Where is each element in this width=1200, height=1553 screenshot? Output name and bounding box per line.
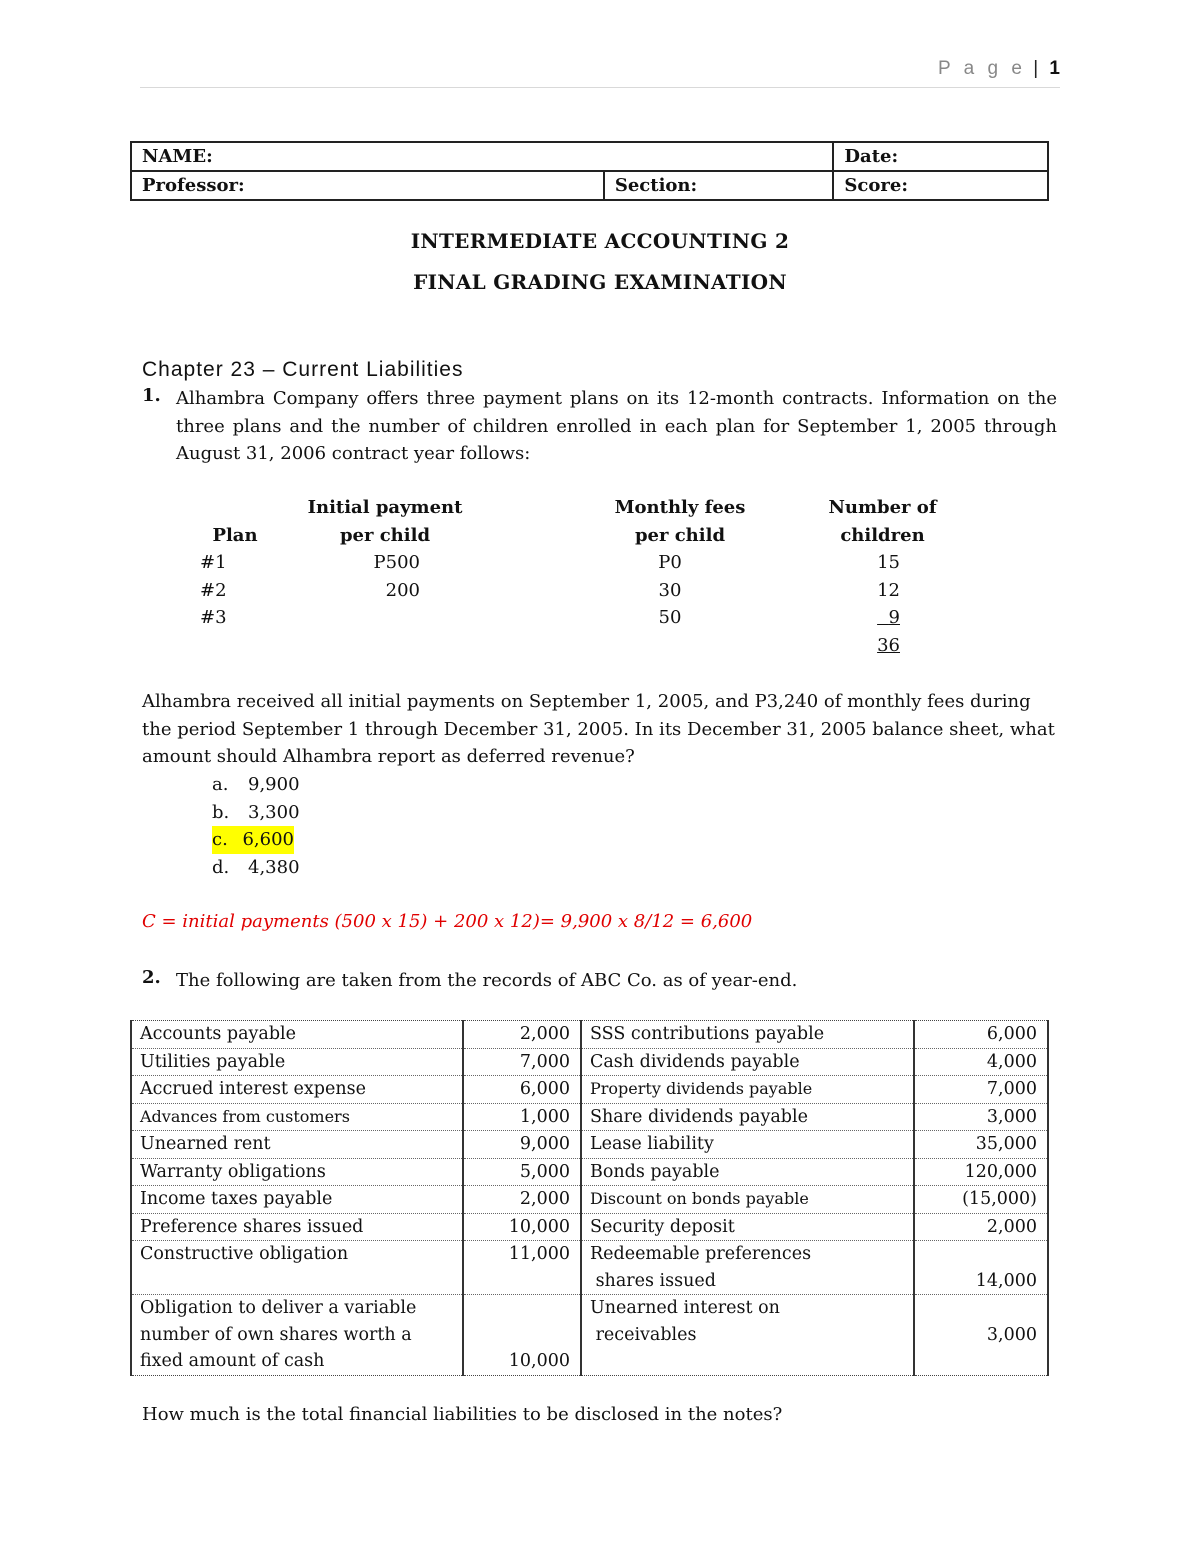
question-1-number: 1.: [142, 385, 161, 406]
liability-label: Preference shares issued: [131, 1213, 463, 1241]
liability-amount: 120,000: [914, 1158, 1048, 1186]
name-field[interactable]: NAME:: [131, 142, 833, 171]
plan-cell: #2: [200, 579, 227, 601]
choice-c-highlighted[interactable]: c. 6,600: [212, 826, 294, 854]
liability-label: Utilities payable: [131, 1048, 463, 1076]
question-1-prompt: Alhambra received all initial payments on September 1, 2005, and P3,240 of monthly fees during the period September 1 through December 31, 2005. In its December 31, 2005 balance sheet, what amount should Alhambra report as deferred revenue?: [142, 691, 1055, 767]
liability-amount: 11,000: [463, 1241, 581, 1295]
children-header-1: Number of: [828, 497, 937, 518]
liability-label: Accrued interest expense: [131, 1076, 463, 1104]
liability-amount: 5,000: [463, 1158, 581, 1186]
table-row: [131, 1076, 1048, 1104]
children-column: [800, 494, 965, 549]
monthly-cell: 50: [658, 607, 682, 628]
liability-label: Income taxes payable: [131, 1186, 463, 1214]
monthly-header-1: Monthly fees: [614, 497, 746, 518]
table-row: [131, 1103, 1048, 1131]
choice-d[interactable]: d. 4,380: [212, 856, 300, 878]
liability-label: Unearned interest on receivables: [581, 1295, 914, 1376]
initial-payment-column: [290, 494, 480, 549]
initial-cell: 200: [385, 579, 420, 601]
initial-values: [340, 549, 420, 604]
children-header-2: children: [840, 524, 925, 546]
liability-label: Unearned rent: [131, 1131, 463, 1159]
page-header: [140, 58, 1060, 88]
page-number: 1: [1049, 58, 1060, 79]
professor-field[interactable]: Professor:: [131, 171, 604, 200]
liability-label: Property dividends payable: [581, 1076, 914, 1104]
plan-header: Plan: [212, 524, 258, 546]
liability-amount: 10,000: [463, 1295, 581, 1376]
liability-amount: 2,000: [914, 1213, 1048, 1241]
liability-label: Security deposit: [581, 1213, 914, 1241]
liability-amount: 2,000: [463, 1021, 581, 1049]
monthly-header-2: per child: [634, 524, 726, 546]
page-word: P a g e: [938, 58, 1026, 79]
liability-label: Constructive obligation: [131, 1241, 463, 1295]
liability-label: Accounts payable: [131, 1021, 463, 1049]
section-field[interactable]: Section:: [604, 171, 834, 200]
exam-title: FINAL GRADING EXAMINATION: [413, 270, 787, 294]
children-cell: 15: [877, 552, 900, 573]
liability-label: Obligation to deliver a variable number of own shares worth a fixed amount of cash: [131, 1295, 463, 1376]
liability-amount: 14,000: [914, 1241, 1048, 1295]
choice-b[interactable]: b. 3,300: [212, 801, 300, 823]
liability-amount: (15,000): [914, 1186, 1048, 1214]
liability-amount: 6,000: [463, 1076, 581, 1104]
answer-choices: [212, 771, 332, 881]
date-field[interactable]: Date:: [833, 142, 1048, 171]
answer-explanation: C = initial payments (500 x 15) + 200 x 12)= 9,900 x 8/12 = 6,600: [142, 911, 753, 932]
children-cell: 9: [888, 607, 900, 628]
children-total: 36: [877, 634, 900, 656]
liability-amount: 3,000: [914, 1295, 1048, 1376]
children-values: [860, 549, 900, 659]
plan-cell: #1: [200, 552, 227, 573]
liability-label: Share dividends payable: [581, 1103, 914, 1131]
liability-amount: 6,000: [914, 1021, 1048, 1049]
plan-values: [200, 549, 240, 632]
plan-column: [180, 494, 290, 549]
liability-label: Warranty obligations: [131, 1158, 463, 1186]
liability-amount: 3,000: [914, 1103, 1048, 1131]
choice-a[interactable]: a. 9,900: [212, 774, 300, 795]
question-2-prompt: How much is the total financial liabilities to be disclosed in the notes?: [142, 1404, 783, 1425]
liability-label: Bonds payable: [581, 1158, 914, 1186]
table-row: [131, 1186, 1048, 1214]
liability-label: Advances from customers: [131, 1103, 463, 1131]
table-row: [131, 1213, 1048, 1241]
liability-amount: 1,000: [463, 1103, 581, 1131]
question-2-text: The following are taken from the records of ABC Co. as of year-end.: [176, 970, 798, 991]
table-row: [131, 1048, 1048, 1076]
liability-label: Redeemable preferences shares issued: [581, 1241, 914, 1295]
student-info-table: [130, 141, 1049, 201]
page-separator: |: [1033, 58, 1039, 79]
chapter-heading: Chapter 23 – Current Liabilities: [142, 358, 464, 381]
score-field[interactable]: Score:: [833, 171, 1048, 200]
course-title: INTERMEDIATE ACCOUNTING 2: [410, 229, 790, 253]
liability-label: SSS contributions payable: [581, 1021, 914, 1049]
liabilities-table: [130, 1020, 1049, 1376]
table-row: [131, 1131, 1048, 1159]
table-row: [131, 1021, 1048, 1049]
liability-amount: 7,000: [463, 1048, 581, 1076]
monthly-values: [640, 549, 700, 632]
liability-amount: 4,000: [914, 1048, 1048, 1076]
question-2-number: 2.: [142, 967, 161, 988]
liability-amount: 10,000: [463, 1213, 581, 1241]
liability-label: Lease liability: [581, 1131, 914, 1159]
liability-amount: 2,000: [463, 1186, 581, 1214]
plan-cell: #3: [200, 607, 227, 628]
liability-amount: 9,000: [463, 1131, 581, 1159]
liability-amount: 7,000: [914, 1076, 1048, 1104]
table-row: [131, 1158, 1048, 1186]
liability-amount: 35,000: [914, 1131, 1048, 1159]
monthly-fees-column: [590, 494, 770, 549]
liability-label: Cash dividends payable: [581, 1048, 914, 1076]
liability-label: Discount on bonds payable: [581, 1186, 914, 1214]
children-cell: 12: [877, 579, 900, 601]
question-1-text: Alhambra Company offers three payment plans on its 12-month contracts. Information on the three plans and the number of children enrolled in each plan for September 1, 2005 through August 31, 2006 contract year follows:: [176, 388, 1057, 464]
initial-cell: P500: [373, 552, 420, 573]
monthly-cell: P0: [658, 552, 682, 573]
initial-header-2: per child: [339, 524, 431, 546]
table-row: [131, 1241, 1048, 1295]
initial-header-1: Initial payment: [307, 497, 463, 518]
table-row: [131, 1295, 1048, 1376]
monthly-cell: 30: [658, 579, 682, 601]
